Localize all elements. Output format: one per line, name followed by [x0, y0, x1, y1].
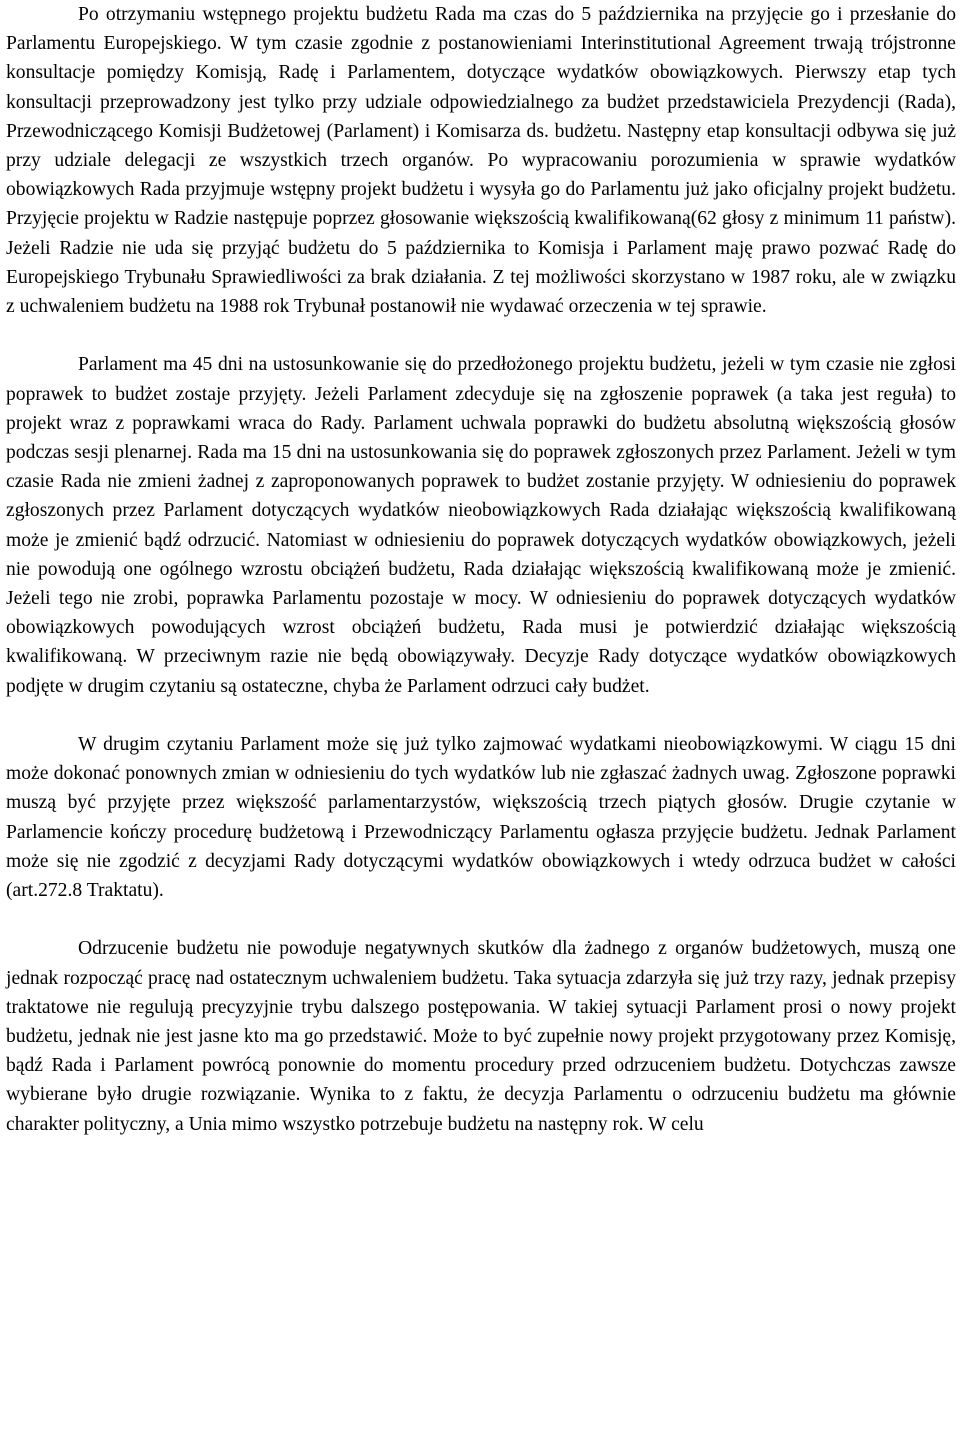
paragraph-budget-rejection: Odrzucenie budżetu nie powoduje negatywnych skutków dla żadnego z organów budżetowych, muszą one jednak rozpocząć pracę nad ostatecznym uchwaleniem budżetu. Taka sytuacja zdarzyła się już trzy razy, jednak przepisy traktatowe nie regulują precyzyjnie trybu dalszego postępowania. W takiej sytuacji Parlament prosi o nowy projekt budżetu, jednak nie jest jasne kto ma go przedstawić. Może to być zupełnie nowy projekt przygotowany przez Komisję, bądź Rada i Parlament powrócą ponownie do momentu procedury przed odrzuceniem budżetu. Dotychczas zawsze wybierane było drugie rozwiązanie. Wynika to z faktu, że decyzja Parlamentu o odrzuceniu budżetu ma głównie charakter polityczny, a Unia mimo wszystko potrzebuje budżetu na następny rok. W celu	[6, 938, 956, 1135]
paragraph-parliament-first-reading: Parlament ma 45 dni na ustosunkowanie się do przedłożonego projektu budżetu, jeżeli w tym czasie nie zgłosi poprawek to budżet zostaje przyjęty. Jeżeli Parlament zdecyduje się na zgłoszenie poprawek (a taka jest reguła) to projekt wraz z poprawkami wraca do Rady. Parlament uchwala poprawki do budżetu absolutną większością głosów podczas sesji plenarnej. Rada ma 15 dni na ustosunkowania się do poprawek zgłoszonych przez Parlament. Jeżeli w tym czasie Rada nie zmieni żadnej z zaproponowanych poprawek to budżet zostanie przyjęty. W odniesieniu do poprawek zgłoszonych przez Parlament dotyczących wydatków nieobowiązkowych Rada działając większością kwalifikowaną może je zmienić bądź odrzucić. Natomiast w odniesieniu do poprawek dotyczących wydatków obowiązkowych, jeżeli nie powodują one ogólnego wzrostu obciążeń budżetu, Rada działając większością kwalifikowaną może je zmienić. Jeżeli tego nie zrobi, poprawka Parlamentu pozostaje w mocy. W odniesieniu do poprawek dotyczących wydatków obowiązkowych powodujących wzrost obciążeń budżetu, Rada musi je potwierdzić działając większością kwalifikowaną. W przeciwnym razie nie będą obowiązywały. Decyzje Rady dotyczące wydatków obowiązkowych podjęte w drugim czytaniu są ostateczne, chyba że Parlament odrzuci cały budżet.	[6, 354, 956, 697]
document-page	[6, 0, 956, 1139]
paragraph-parliament-second-reading: W drugim czytaniu Parlament może się już tylko zajmować wydatkami nieobowiązkowymi. W ciągu 15 dni może dokonać ponownych zmian w odniesieniu do tych wydatków lub nie zgłaszać żadnych uwag. Zgłoszone poprawki muszą być przyjęte przez większość parlamentarzystów, większością trzech piątych głosów. Drugie czytanie w Parlamencie kończy procedurę budżetową i Przewodniczący Parlamentu ogłasza przyjęcie budżetu. Jednak Parlament może się nie zgodzić z decyzjami Rady dotyczącymi wydatków obowiązkowych i wtedy odrzuca budżet w całości (art.272.8 Traktatu).	[6, 734, 956, 902]
paragraph-council-first-reading: Po otrzymaniu wstępnego projektu budżetu Rada ma czas do 5 października na przyjęcie go i przesłanie do Parlamentu Europejskiego. W tym czasie zgodnie z postanowieniami Interinstitutional Agreement trwają trójstronne konsultacje pomiędzy Komisją, Radę i Parlamentem, dotyczące wydatków obowiązkowych. Pierwszy etap tych konsultacji przeprowadzony jest tylko przy udziale odpowiedzialnego za budżet przedstawiciela Prezydencji (Rada), Przewodniczącego Komisji Budżetowej (Parlament) i Komisarza ds. budżetu. Następny etap konsultacji odbywa się już przy udziale delegacji ze wszystkich trzech organów. Po wypracowaniu porozumienia w sprawie wydatków obowiązkowych Rada przyjmuje wstępny projekt budżetu i wysyła go do Parlamentu już jako oficjalny projekt budżetu. Przyjęcie projektu w Radzie następuje poprzez głosowanie większością kwalifikowaną(62 głosy z minimum 11 państw). Jeżeli Radzie nie uda się przyjąć budżetu do 5 października to Komisja i Parlament maję prawo pozwać Radę do Europejskiego Trybunału Sprawiedliwości za brak działania. Z tej możliwości skorzystano w 1987 roku, ale w związku z uchwaleniem budżetu na 1988 rok Trybunał postanowił nie wydawać orzeczenia w tej sprawie.	[6, 4, 956, 318]
paragraph-gap	[6, 321, 956, 350]
paragraph-gap	[6, 905, 956, 934]
paragraph-gap	[6, 701, 956, 730]
